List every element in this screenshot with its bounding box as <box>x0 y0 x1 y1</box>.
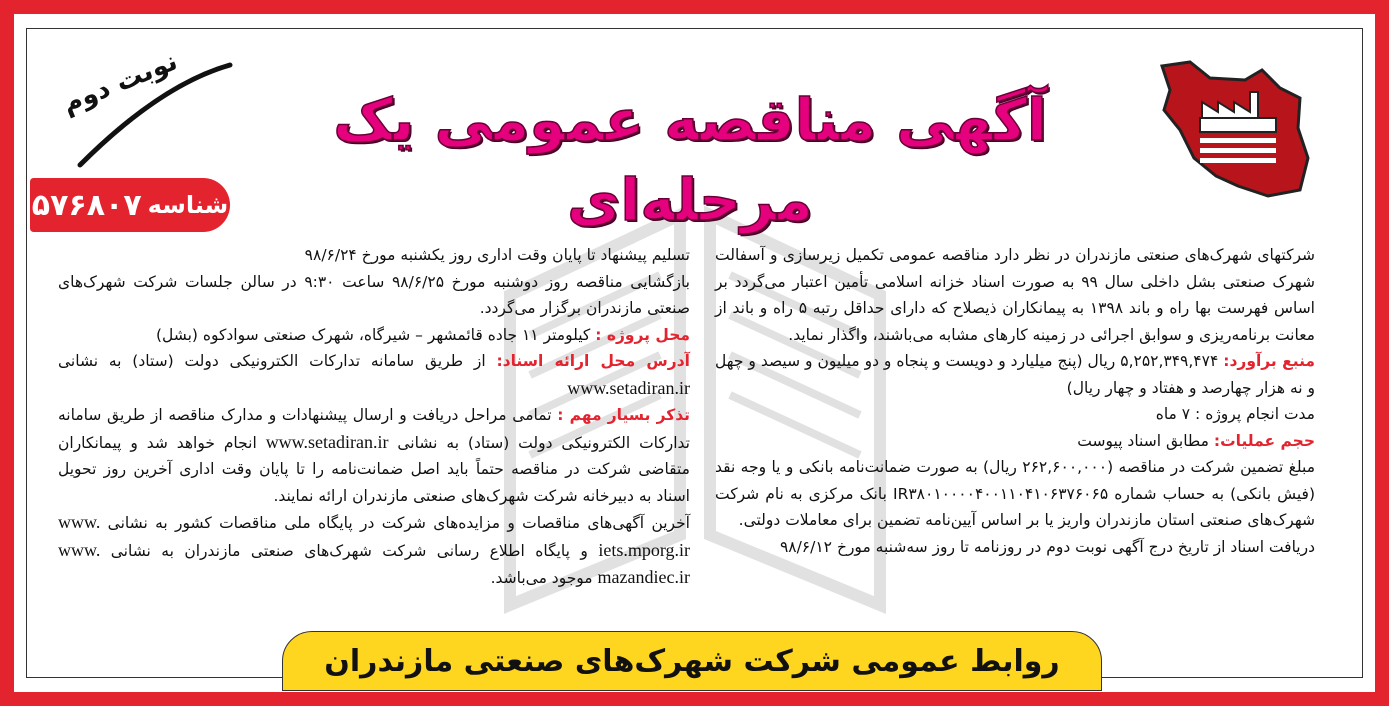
iets-url-link[interactable]: www. iets.mporg.ir <box>58 512 690 560</box>
docs-paragraph <box>58 348 690 402</box>
latest-text-2: و پایگاه اطلاع رسانی شرکت شهرک‌های صنعتی مازندران به نشانی <box>110 541 588 560</box>
note-label: تذکر بسیار مهم : <box>557 406 690 424</box>
volume-paragraph <box>715 428 1315 455</box>
docs-label: آدرس محل ارائه اسناد: <box>496 352 690 370</box>
docs-text: از طریق سامانه تدارکات الکترونیکی دولت (ستاد) به نشانی <box>58 352 486 370</box>
guarantee-text: مبلغ تضمین شرکت در مناقصه (۲۶۲,۶۰۰,۰۰۰ ریال) به صورت ضمانت‌نامه بانکی و یا وجه نقد (فیش بانکی) به حساب شماره IR۳۸۰۱۰۰۰۰۴۰۰۱۱۰۴۱۰۶۳۷۶۰۶۵ بانک مرکزی به نام شرکت شهرک‌های صنعتی استان مازندران واریز یا بر اساس آیین‌نامه تضمین برای معاملات دولتی. <box>715 458 1316 529</box>
intro-text: شرکتهای شهرک‌های صنعتی مازندران در نظر دارد مناقصه عمومی تکمیل زیرسازی و آسفالت شهرک صنعتی بشل داخلی سال ۹۹ به صورت اسناد خزانه اسلامی تأمین اعتبار می‌گردد بر اساس فهرست بها راه و باند ۱۳۹۸ به پیمانکاران ذیصلاح که دارای حداقل رتبه ۵ راه و باند از معانت برنامه‌ریزی و سوابق اجرائی در زمینه کارهای مشابه می‌باشند، واگذار نماید. <box>715 246 1315 344</box>
round-label: نوبت دوم <box>58 46 182 120</box>
estimate-text: ۵,۲۵۲,۳۴۹,۴۷۴ ریال (پنج میلیارد و دویست و پنجاه و دو میلیون و سیصد و چهل و نه هزار چهارصد و هفتاد و چهار ریال) <box>715 352 1315 397</box>
note-url-link[interactable]: www.setadiran.ir <box>265 431 389 452</box>
latest-text-3: موجود می‌باشد. <box>490 569 593 587</box>
page-title: آگهی مناقصه عمومی یک مرحله‌ای <box>333 86 1047 234</box>
left-column <box>58 242 690 592</box>
location-label: محل پروژه : <box>595 325 690 344</box>
duration-text: مدت انجام پروژه : ۷ ماه <box>1155 405 1315 423</box>
receipt-text: دریافت اسناد از تاریخ درج آگهی نوبت دوم در روزنامه تا روز سه‌شنبه مورخ ۹۸/۶/۱۲ <box>779 537 1315 556</box>
id-label: شناسه <box>147 191 229 219</box>
id-number: ۵۷۶۸۰۷ <box>31 187 142 223</box>
mazandiec-url-link[interactable]: www. mazandiec.ir <box>58 539 690 587</box>
id-badge <box>30 178 230 232</box>
latest-text-1: آخرین آگهی‌های مناقصات و مزایده‌های شرکت در پایگاه ملی مناقصات کشور به نشانی <box>107 514 690 532</box>
estimate-paragraph <box>715 348 1315 401</box>
note-paragraph <box>58 402 690 509</box>
docs-url-link[interactable]: www.setadiran.ir <box>567 377 690 398</box>
latest-paragraph <box>58 509 690 592</box>
footer-banner <box>282 631 1102 691</box>
footer-text: روابط عمومی شرکت شهرک‌های صنعتی مازندران <box>324 643 1060 679</box>
note-text-1: تمامی مراحل دریافت و ارسال پیشنهادات و مدارک مناقصه از طریق سامانه تدارکات الکترونیکی دولت (ستاد) به نشانی <box>58 406 690 452</box>
right-column <box>715 242 1315 560</box>
note-text-2: انجام خواهد شد و پیمانکاران متقاضی شرکت در مناقصه حتماً باید اصل ضمانت‌نامه را تا پایان وقت اداری آخرین روز تحویل اسناد به دبیرخانه شرکت شهرک‌های صنعتی مازندران ارائه نمایند. <box>58 433 690 505</box>
estimate-label: منبع برآورد: <box>1223 352 1315 370</box>
location-text: کیلومتر ۱۱ جاده قائمشهر – شیرگاه، شهرک صنعتی سوادکوه (بشل) <box>155 325 591 344</box>
opening-text: بازگشایی مناقصه روز دوشنبه مورخ ۹۸/۶/۲۵ ساعت ۹:۳۰ در سالن جلسات شرکت شهرک‌های صنعتی مازندران برگزار می‌گردد. <box>58 272 690 317</box>
volume-label: حجم عملیات: <box>1213 431 1315 450</box>
location-paragraph <box>58 322 690 349</box>
volume-text: مطابق اسناد پیوست <box>1077 431 1209 450</box>
swoosh-icon <box>70 55 240 175</box>
industrial-estate-map-icon <box>1150 58 1310 203</box>
submission-text: تسلیم پیشنهاد تا پایان وقت اداری روز یکشنبه مورخ ۹۸/۶/۲۴ <box>304 246 690 264</box>
